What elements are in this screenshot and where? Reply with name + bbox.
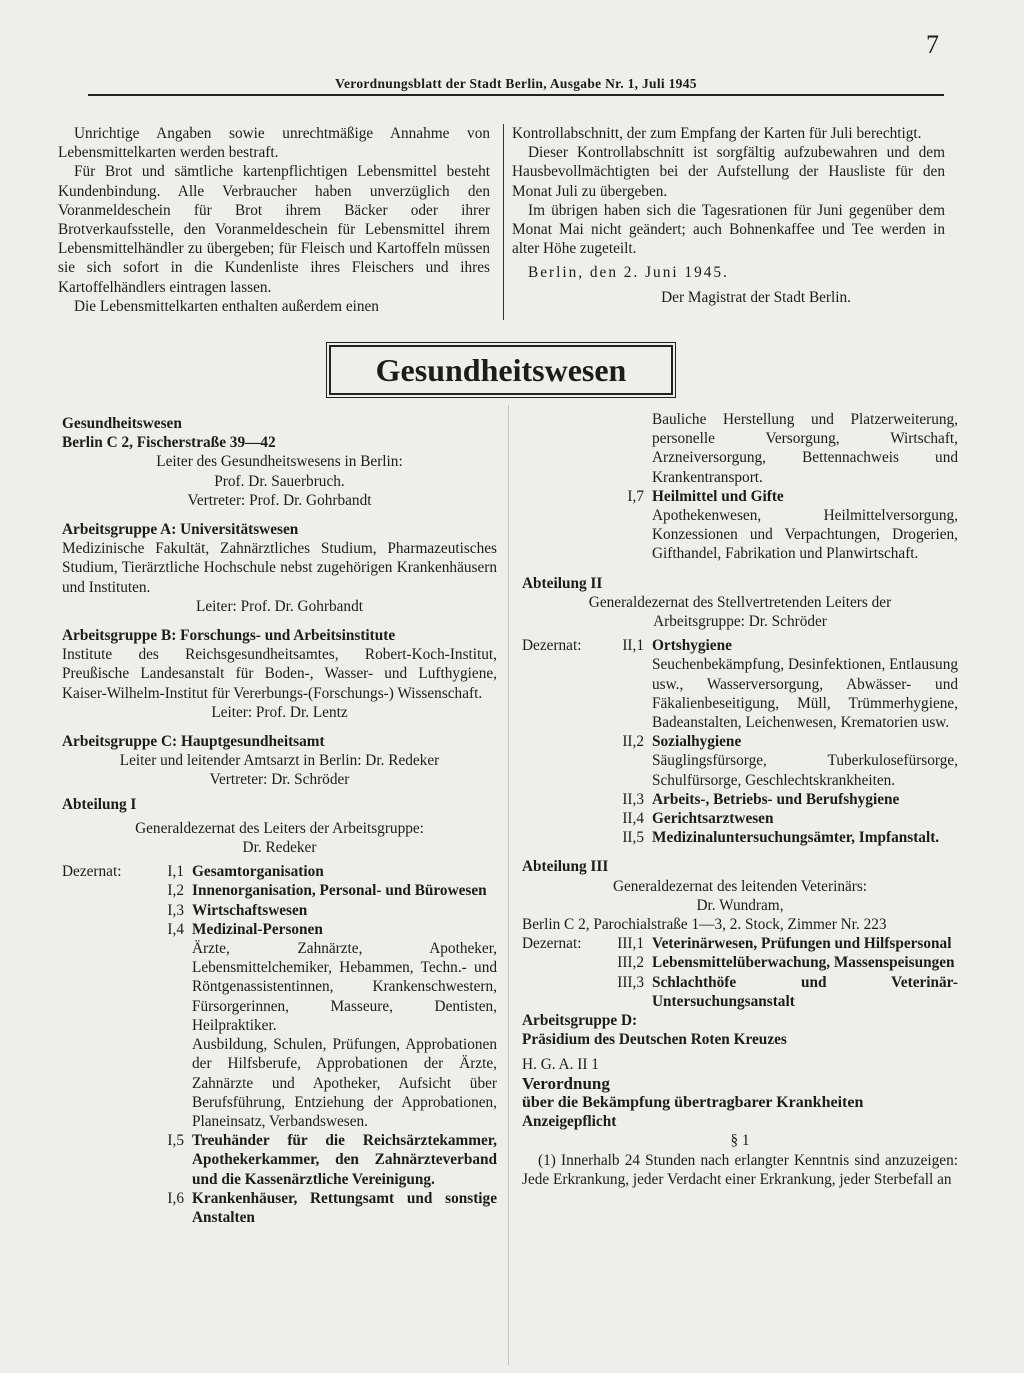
- dezernat-entry: [522, 732, 958, 790]
- paragraph: Medizinische Fakultät, Zahnärztliches Studium, Pharmazeutisches Studium, Tierärztliche Hochschule nebst zugehörigen Krankenhäusern und Instituten.: [62, 540, 497, 596]
- dezernat-title: Ortshygiene: [652, 637, 732, 655]
- heading: über die Bekämpfung übertragbarer Krankheiten: [522, 1093, 864, 1111]
- top-right-column: [512, 124, 945, 307]
- right-column: [522, 410, 958, 1189]
- dezernat-entry: [62, 881, 497, 900]
- dezernat-text: Bauliche Herstellung und Platzerweiterung, personelle Versorgung, Wirtschaft, Arzneiversorgung, Bettennachweis und Krankentransport.: [652, 411, 958, 486]
- dezernat-title: Medizinaluntersuchungsämter, Impfanstalt.: [652, 829, 940, 847]
- text-line: Leiter und leitender Amtsarzt in Berlin: Dr. Redeker: [119, 752, 440, 770]
- dezernat-text: Seuchenbekämpfung, Desinfektionen, Entlausung usw., Wasserversorgung, Abwässer- und Fäkalienbeseitigung, Müll, Trümmerhygiene, Badeanstalten, Leichenwesen, Krematorien usw.: [652, 656, 958, 732]
- paragraph: Unrichtige Angaben sowie unrechtmäßige Annahme von Lebensmittelkarten werden bestraft.: [58, 125, 490, 162]
- paragraph: Im übrigen haben sich die Tagesrationen für Juni gegenüber dem Monat Mai nicht geändert; auch Bohnenkaffee und Tee werden in alter Höhe zugeteilt.: [512, 201, 945, 258]
- section-mark: § 1: [730, 1132, 750, 1150]
- address: Berlin C 2, Parochialstraße 1—3, 2. Stock, Zimmer Nr. 223: [522, 916, 887, 934]
- dezernat-number: I,7: [627, 487, 644, 505]
- dezernat-title: Treuhänder für die Reichsärztekammer, Apothekerkammer, den Zahnärzteverband und die Kassenärztliche Vereinigung.: [192, 1132, 497, 1188]
- dezernat-text: Apothekenwesen, Heilmittelversorgung, Konzessionen und Verpachtungen, Drogerien, Gifthandel, Fabrikation und Planwirtschaft.: [652, 507, 958, 563]
- text-line: Generaldezernat des Leiters der Arbeitsgruppe:: [135, 819, 424, 837]
- heading: Arbeitsgruppe C: Hauptgesundheitsamt: [62, 733, 325, 751]
- column-divider: [508, 405, 509, 1365]
- dezernat-text: Ausbildung, Schulen, Prüfungen, Approbationen der Hilfsberufe, Approbationen der Ärzte, Zahnärzte und Apotheker, Aufsicht über Berufsführung, Entziehung der Approbationen, Planeinsatz, Verbandswesen.: [192, 1036, 497, 1130]
- page-number: 7: [926, 30, 939, 59]
- section-title: Gesundheitswesen: [329, 345, 673, 395]
- text-line: Vertreter: Prof. Dr. Gohrbandt: [187, 491, 372, 509]
- column-divider: [503, 124, 504, 320]
- date-line: Berlin, den 2. Juni 1945.: [528, 264, 729, 282]
- dezernat-label: Dezernat:: [62, 863, 122, 881]
- text-line: Generaldezernat des leitenden Veterinärs:: [612, 877, 868, 895]
- dezernat-number: II,5: [622, 829, 644, 847]
- dezernat-number: I,1: [167, 863, 184, 881]
- dezernat-entry: [522, 934, 958, 953]
- dezernat-number: I,5: [167, 1132, 184, 1150]
- heading: Verordnung: [522, 1073, 610, 1093]
- dezernat-title: Wirtschaftswesen: [192, 901, 308, 919]
- dezernat-number: II,1: [622, 637, 644, 655]
- dezernat-title: Gerichtsarztwesen: [652, 810, 774, 828]
- running-head: Verordnungsblatt der Stadt Berlin, Ausgabe Nr. 1, Juli 1945: [88, 76, 944, 96]
- dezernat-label: Dezernat:: [522, 637, 582, 655]
- text-line: Vertreter: Dr. Schröder: [209, 771, 350, 789]
- text-line: Leiter des Gesundheitswesens in Berlin:: [156, 453, 403, 471]
- dezernat-title: Innenorganisation, Personal- und Bürowesen: [192, 882, 487, 900]
- text-line: Dr. Redeker: [242, 839, 317, 857]
- heading: Gesundheitswesen: [62, 415, 182, 432]
- dezernat-number: II,2: [622, 733, 644, 751]
- dezernat-text: Ärzte, Zahnärzte, Apotheker, Lebensmittelchemiker, Hebammen, Techn.- und Röntgenassistentinnen, Krankenschwestern, Fürsorgerinnen, Masseure, Dentisten, Heilpraktiker.: [192, 940, 497, 1034]
- text-line: Arbeitsgruppe: Dr. Schröder: [653, 613, 827, 631]
- text-line: Generaldezernat des Stellvertretenden Leiters der: [588, 593, 892, 611]
- dezernat-number: II,4: [622, 810, 644, 828]
- dezernat-entry: [522, 828, 958, 847]
- dezernat-entry: [62, 1131, 497, 1189]
- dezernat-number: III,2: [617, 954, 644, 972]
- dezernat-number: I,2: [167, 882, 184, 900]
- dezernat-number: II,3: [622, 790, 644, 808]
- dezernat-text: Säuglingsfürsorge, Tuberkulosefürsorge, Schulfürsorge, Geschlechtskrankheiten.: [652, 752, 958, 789]
- dezernat-title: Krankenhäuser, Rettungsamt und sonstige Anstalten: [192, 1189, 497, 1226]
- heading: Abteilung I: [62, 795, 137, 813]
- heading: Abteilung III: [522, 858, 609, 876]
- dezernat-entry: [522, 973, 958, 1011]
- dezernat-entry: [522, 790, 958, 809]
- heading: Abteilung II: [522, 574, 603, 592]
- heading: Präsidium des Deutschen Roten Kreuzes: [522, 1031, 787, 1049]
- dezernat-title: Heilmittel und Gifte: [652, 487, 784, 505]
- paragraph: (1) Innerhalb 24 Stunden nach erlangter Kenntnis sind anzuzeigen: Jede Erkrankung, jeder Verdacht einer Erkrankung, jeder Sterbefall an: [522, 1151, 958, 1188]
- heading: Arbeitsgruppe D:: [522, 1012, 638, 1030]
- dezernat-number: III,3: [617, 973, 644, 991]
- paragraph: Institute des Reichsgesundheitsamtes, Robert-Koch-Institut, Preußische Landesanstalt für Boden-, Wasser- und Lufthygiene, Kaiser-Wilhelm-Institut für Vererbungs-(Forschungs-) Wissenschaft.: [62, 646, 497, 702]
- text-line: Dr. Wundram,: [696, 896, 784, 914]
- dezernat-title: Gesamtorganisation: [192, 863, 324, 881]
- dezernat-entry: [62, 862, 497, 881]
- dezernat-entry: [522, 809, 958, 828]
- signature: Der Magistrat der Stadt Berlin.: [661, 288, 851, 306]
- paragraph: Für Brot und sämtliche kartenpflichtigen Lebensmittel besteht Kundenbindung. Alle Verbraucher haben unverzüglich den Voranmeldeschein für Brot ihrem Bäcker oder ihrer Brotverkaufsstelle, den Voranmeldeschein für Lebensmittel ihrem Lebensmittelhändler zu übergeben; für Fleisch und Kartoffeln müssen sie sich sofort in die Kundenliste ihres Fleischers und ihres Kartoffelhändlers eintragen lassen.: [58, 163, 490, 296]
- dezernat-title: Medizinal-Personen: [192, 920, 323, 938]
- dezernat-entry: [62, 901, 497, 920]
- dezernat-entry: [522, 636, 958, 732]
- dezernat-number: III,1: [617, 935, 644, 953]
- heading: Arbeitsgruppe A: Universitätswesen: [62, 521, 299, 539]
- dezernat-number: I,6: [167, 1189, 184, 1207]
- text-line: Leiter: Prof. Dr. Gohrbandt: [196, 597, 363, 615]
- dezernat-title: Schlachthöfe und Veterinär-Untersuchungsanstalt: [652, 973, 958, 1010]
- dezernat-number: I,4: [167, 920, 184, 938]
- text-line: Leiter: Prof. Dr. Lentz: [211, 703, 348, 721]
- dezernat-label: Dezernat:: [522, 935, 582, 953]
- heading: Anzeigepflicht: [522, 1113, 617, 1131]
- dezernat-entry: [522, 487, 958, 564]
- address: Berlin C 2, Fischerstraße 39—42: [62, 434, 276, 452]
- dezernat-title: Lebensmittelüberwachung, Massenspeisungen: [652, 954, 955, 972]
- dezernat-entry: [62, 1189, 497, 1227]
- paragraph: Kontrollabschnitt, der zum Empfang der Karten für Juli berechtigt.: [512, 125, 922, 142]
- dezernat-title: Sozialhygiene: [652, 733, 742, 751]
- dezernat-number: I,3: [167, 901, 184, 919]
- dezernat-title: Veterinärwesen, Prüfungen und Hilfspersonal: [652, 935, 952, 953]
- paragraph: Dieser Kontrollabschnitt ist sorgfältig aufzubewahren und dem Hausbevollmächtigten bei der Aufstellung der Hausliste für den Monat Juli zu übergeben.: [512, 144, 945, 200]
- text-line: Prof. Dr. Sauerbruch.: [214, 472, 345, 490]
- top-left-column: [58, 124, 490, 316]
- reference-code: H. G. A. II 1: [522, 1055, 599, 1073]
- heading: Arbeitsgruppe B: Forschungs- und Arbeitsinstitute: [62, 627, 396, 645]
- dezernat-entry: [62, 920, 497, 1131]
- paragraph: Die Lebensmittelkarten enthalten außerdem einen: [74, 297, 379, 315]
- left-column: [62, 414, 497, 1227]
- dezernat-entry: [522, 953, 958, 972]
- dezernat-title: Arbeits-, Betriebs- und Berufshygiene: [652, 790, 900, 808]
